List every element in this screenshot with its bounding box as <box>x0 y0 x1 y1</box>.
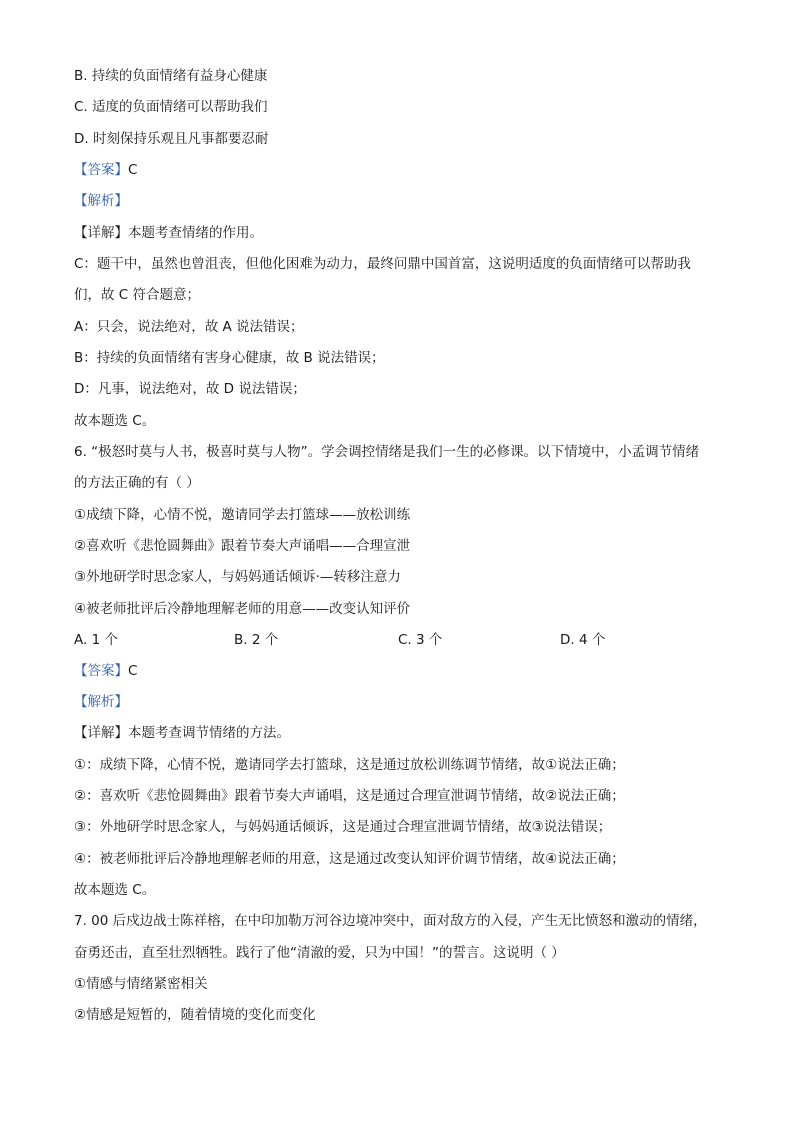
q5-option-c: C. 适度的负面情绪可以帮助我们 <box>74 99 268 115</box>
q6-option-b: B. 2 个 <box>234 632 279 648</box>
q5-explain-b: B：持续的负面情绪有害身心健康，故 B 说法错误； <box>74 350 385 366</box>
q6-option-c: C. 3 个 <box>398 632 443 648</box>
q5-detail-line <box>74 223 263 243</box>
q6-stem-2: 的方法正确的有（ ） <box>74 475 200 491</box>
q6-option-d: D. 4 个 <box>560 632 606 648</box>
q6-stem-1: 6. “极怒时莫与人书，极喜时莫与人物”。学会调控情绪是我们一生的必修课。以下情境中，小孟调节情绪 <box>74 444 700 460</box>
q5-analysis-tag <box>74 191 128 211</box>
detail-text: 本题考查调节情绪的方法。 <box>128 725 290 741</box>
q6-explain-1: ①：成绩下降，心情不悦，邀请同学去打篮球，这是通过放松训练调节情绪，故①说法正确； <box>74 757 625 773</box>
q6-item-3: ③外地研学时思念家人，与妈妈通话倾诉·—转移注意力 <box>74 569 401 585</box>
q7-stem-2: 奋勇还击，直至壮烈牺牲。践行了他“清澈的爱，只为中国！”的誓言。这说明（ ） <box>74 945 565 961</box>
detail-tag: 【详解】 <box>74 725 128 741</box>
answer-value: C <box>128 162 138 178</box>
q6-analysis-tag <box>74 692 128 712</box>
q6-explain-4: ④：被老师批评后冷静地理解老师的用意，这是通过改变认知评价调节情绪，故④说法正确； <box>74 851 625 867</box>
q6-answer-line <box>74 661 137 681</box>
answer-tag: 【答案】 <box>74 162 128 178</box>
q5-conclusion: 故本题选 C。 <box>74 413 156 429</box>
detail-text: 本题考查情绪的作用。 <box>128 225 263 241</box>
q5-option-b: B. 持续的负面情绪有益身心健康 <box>74 68 268 84</box>
q5-option-d: D. 时刻保持乐观且凡事都要忍耐 <box>74 131 269 147</box>
analysis-tag: 【解析】 <box>74 694 128 710</box>
q7-stem-1: 7. 00 后戍边战士陈祥榕，在中印加勒万河谷边境冲突中，面对敌方的入侵，产生无比愤怒和激动的情绪， <box>74 913 707 929</box>
q5-answer-line <box>74 160 137 180</box>
q7-item-1: ①情感与情绪紧密相关 <box>74 976 208 992</box>
q6-explain-3: ③：外地研学时思念家人，与妈妈通话倾诉，这是通过合理宣泄调节情绪，故③说法错误； <box>74 819 612 835</box>
q6-item-1: ①成绩下降，心情不悦，邀请同学去打篮球——放松训练 <box>74 507 411 523</box>
q6-detail-line <box>74 723 290 743</box>
q7-item-2: ②情感是短暂的，随着情境的变化而变化 <box>74 1007 316 1023</box>
q6-item-2: ②喜欢听《悲怆圆舞曲》跟着节奏大声诵唱——合理宣泄 <box>74 538 411 554</box>
detail-tag: 【详解】 <box>74 225 128 241</box>
answer-tag: 【答案】 <box>74 663 128 679</box>
q5-explain-c-2: 们，故 C 符合题意； <box>74 287 201 303</box>
q5-explain-d: D：凡事，说法绝对，故 D 说法错误； <box>74 381 306 397</box>
q5-explain-a: A：只会，说法绝对，故 A 说法错误； <box>74 319 304 335</box>
q6-explain-2: ②：喜欢听《悲怆圆舞曲》跟着节奏大声诵唱，这是通过合理宣泄调节情绪，故②说法正确； <box>74 788 625 804</box>
q6-options-row <box>74 630 674 650</box>
q6-item-4: ④被老师批评后冷静地理解老师的用意——改变认知评价 <box>74 601 411 617</box>
q6-option-a: A. 1 个 <box>74 632 118 648</box>
analysis-tag: 【解析】 <box>74 193 128 209</box>
q6-conclusion: 故本题选 C。 <box>74 882 156 898</box>
answer-value: C <box>128 663 138 679</box>
q5-explain-c-1: C：题干中，虽然也曾沮丧，但他化困难为动力，最终问鼎中国首富，这说明适度的负面情绪可以帮助我 <box>74 256 691 272</box>
